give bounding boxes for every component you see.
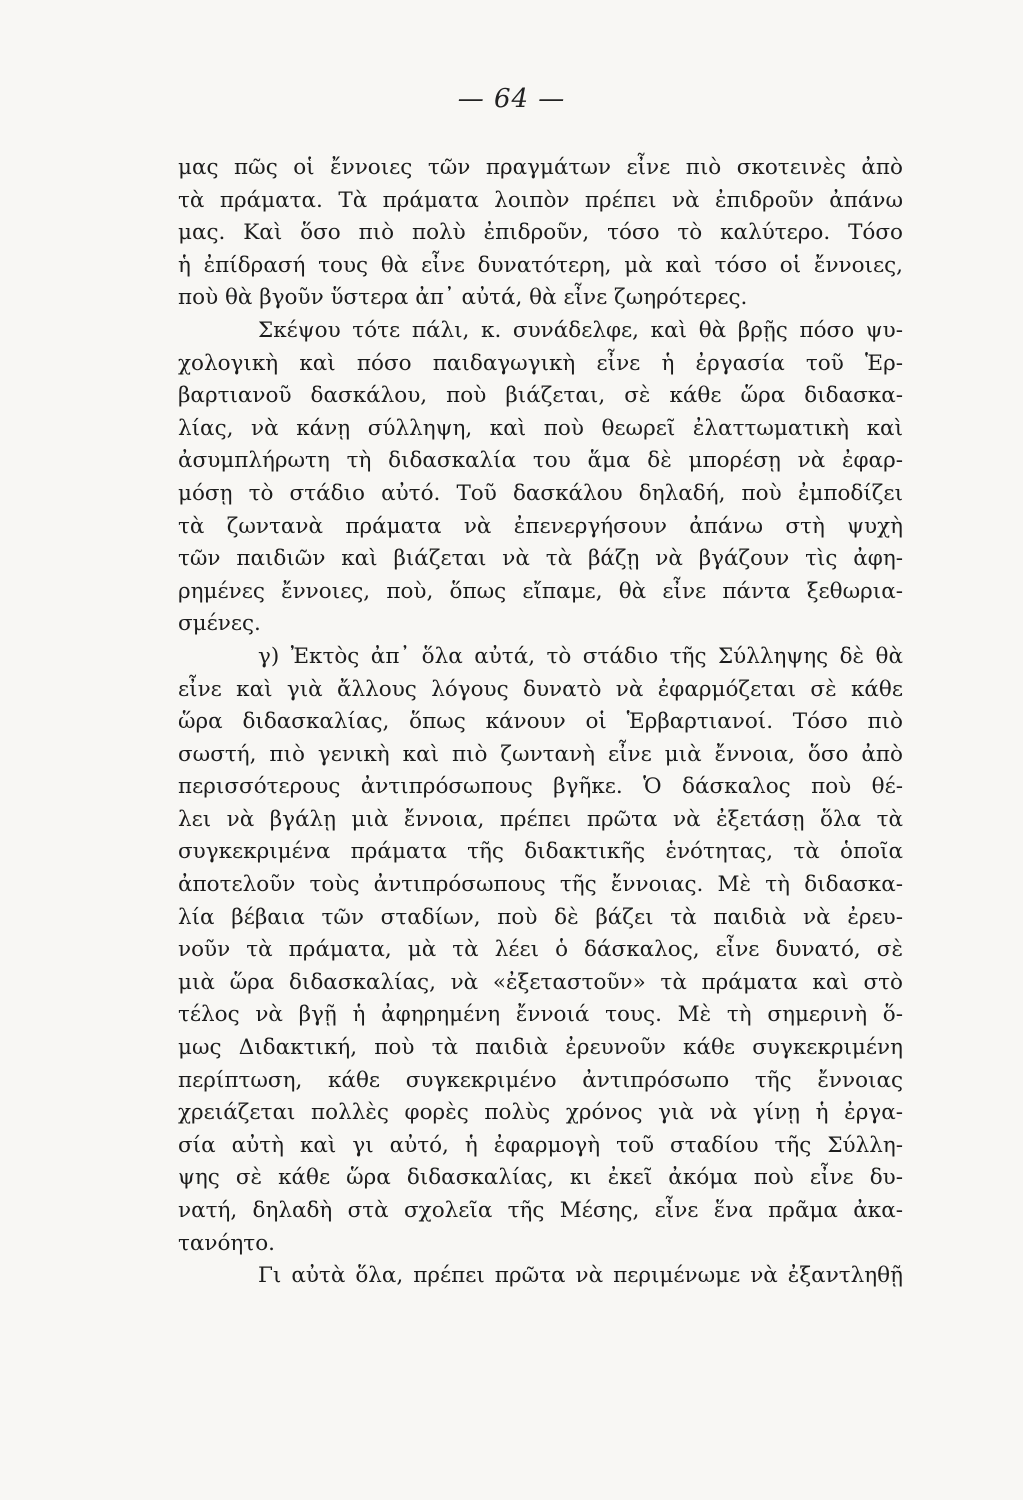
text-line: σμένες. <box>178 611 261 637</box>
text-line: ρημένες ἔννοιες, ποὺ, ὅπως εἴπαμε, θὰ εἶνε πάντα ξεθωρια- <box>178 578 903 604</box>
text-line: γ) Ἐκτὸς ἀπ᾽ ὅλα αὐτά, τὸ στάδιο τῆς Σύλληψης δὲ θὰ <box>258 643 903 669</box>
body-text <box>178 152 903 1293</box>
text-line: περισσότερους ἀντιπρόσωπους βγῆκε. Ὁ δάσκαλος ποὺ θέ- <box>178 774 903 800</box>
text-line: τέλος νὰ βγῇ ἡ ἀφηρημένη ἔννοιά τους. Μὲ τὴ σημερινὴ ὅ- <box>178 1002 903 1028</box>
text-line: μιὰ ὥρα διδασκαλίας, νὰ «ἐξεταστοῦν» τὰ πράματα καὶ στὸ <box>178 969 903 995</box>
text-line: μως Διδακτική, ποὺ τὰ παιδιὰ ἐρευνοῦν κάθε συγκεκριμένη <box>178 1035 903 1061</box>
text-line: βαρτιανοῦ δασκάλου, ποὺ βιάζεται, σὲ κάθε ὥρα διδασκα- <box>178 383 903 409</box>
text-line: ὥρα διδασκαλίας, ὅπως κάνουν οἱ Ἑρβαρτιανοί. Τόσο πιὸ <box>178 709 903 735</box>
text-line: περίπτωση, κάθε συγκεκριμένο ἀντιπρόσωπο τῆς ἔννοιας <box>178 1067 903 1093</box>
text-line: τανόητο. <box>178 1230 275 1256</box>
text-line: ψης σὲ κάθε ὥρα διδασκαλίας, κι ἐκεῖ ἀκόμα ποὺ εἶνε δυ- <box>178 1165 903 1191</box>
page-number: — 64 — <box>457 84 566 114</box>
text-line: ἀποτελοῦν τοὺς ἀντιπρόσωπους τῆς ἔννοιας. Μὲ τὴ διδασκα- <box>178 872 903 898</box>
text-line: τῶν παιδιῶν καὶ βιάζεται νὰ τὰ βάζῃ νὰ βγάζουν τὶς ἀφη- <box>178 546 903 572</box>
text-line: εἶνε καὶ γιὰ ἄλλους λόγους δυνατὸ νὰ ἐφαρμόζεται σὲ κάθε <box>178 676 903 702</box>
text-line: συγκεκριμένα πράματα τῆς διδακτικῆς ἑνότητας, τὰ ὁποῖα <box>178 839 903 865</box>
text-line: ποὺ θὰ βγοῦν ὕστερα ἀπ᾽ αὐτά, θὰ εἶνε ζωηρότερες. <box>178 285 748 311</box>
text-line: μας. Καὶ ὅσο πιὸ πολὺ ἐπιδροῦν, τόσο τὸ καλύτερο. Τόσο <box>178 220 903 246</box>
text-line: λει νὰ βγάλῃ μιὰ ἔννοια, πρέπει πρῶτα νὰ ἐξετάσῃ ὅλα τὰ <box>178 806 903 832</box>
text-line: μας πῶς οἱ ἔννοιες τῶν πραγμάτων εἶνε πιὸ σκοτεινὲς ἀπὸ <box>178 155 903 180</box>
text-line: σωστή, πιὸ γενικὴ καὶ πιὸ ζωντανὴ εἶνε μιὰ ἔννοια, ὅσο ἀπὸ <box>178 741 903 767</box>
text-line: ἀσυμπλήρωτη τὴ διδασκαλία του ἅμα δὲ μπορέσῃ νὰ ἐφαρ- <box>178 448 903 474</box>
text-line: ἡ ἐπίδρασή τους θὰ εἶνε δυνατότερη, μὰ καὶ τόσο οἱ ἔννοιες, <box>178 252 903 278</box>
text-line: τὰ πράματα. Τὰ πράματα λοιπὸν πρέπει νὰ ἐπιδροῦν ἀπάνω <box>178 187 903 213</box>
text-line: Γι αὐτὰ ὅλα, πρέπει πρῶτα νὰ περιμένωμε νὰ ἐξαντληθῇ <box>258 1263 903 1289</box>
text-line: χολογικὴ καὶ πόσο παιδαγωγικὴ εἶνε ἡ ἐργασία τοῦ Ἑρ- <box>178 350 903 376</box>
text-line: τὰ ζωντανὰ πράματα νὰ ἐπενεργήσουν ἀπάνω στὴ ψυχὴ <box>178 513 903 539</box>
text-line: λία βέβαια τῶν σταδίων, ποὺ δὲ βάζει τὰ παιδιὰ νὰ ἐρευ- <box>178 904 903 930</box>
text-line: νοῦν τὰ πράματα, μὰ τὰ λέει ὁ δάσκαλος, εἶνε δυνατό, σὲ <box>178 937 903 963</box>
text-line: Σκέψου τότε πάλι, κ. συνάδελφε, καὶ θὰ βρῇς πόσο ψυ- <box>258 317 903 343</box>
text-line: χρειάζεται πολλὲς φορὲς πολὺς χρόνος γιὰ νὰ γίνῃ ἡ ἐργα- <box>178 1100 903 1126</box>
text-line: μόσῃ τὸ στάδιο αὐτό. Τοῦ δασκάλου δηλαδή, ποὺ ἐμποδίζει <box>178 480 903 506</box>
text-line: λίας, νὰ κάνῃ σύλληψη, καὶ ποὺ θεωρεῖ ἐλαττωματικὴ καὶ <box>178 415 903 441</box>
text-line: σία αὐτὴ καὶ γι αὐτό, ἡ ἐφαρμογὴ τοῦ σταδίου τῆς Σύλλη- <box>178 1132 903 1158</box>
text-line: νατή, δηλαδὴ στὰ σχολεῖα τῆς Μέσης, εἶνε ἕνα πρᾶμα ἀκα- <box>178 1198 903 1223</box>
